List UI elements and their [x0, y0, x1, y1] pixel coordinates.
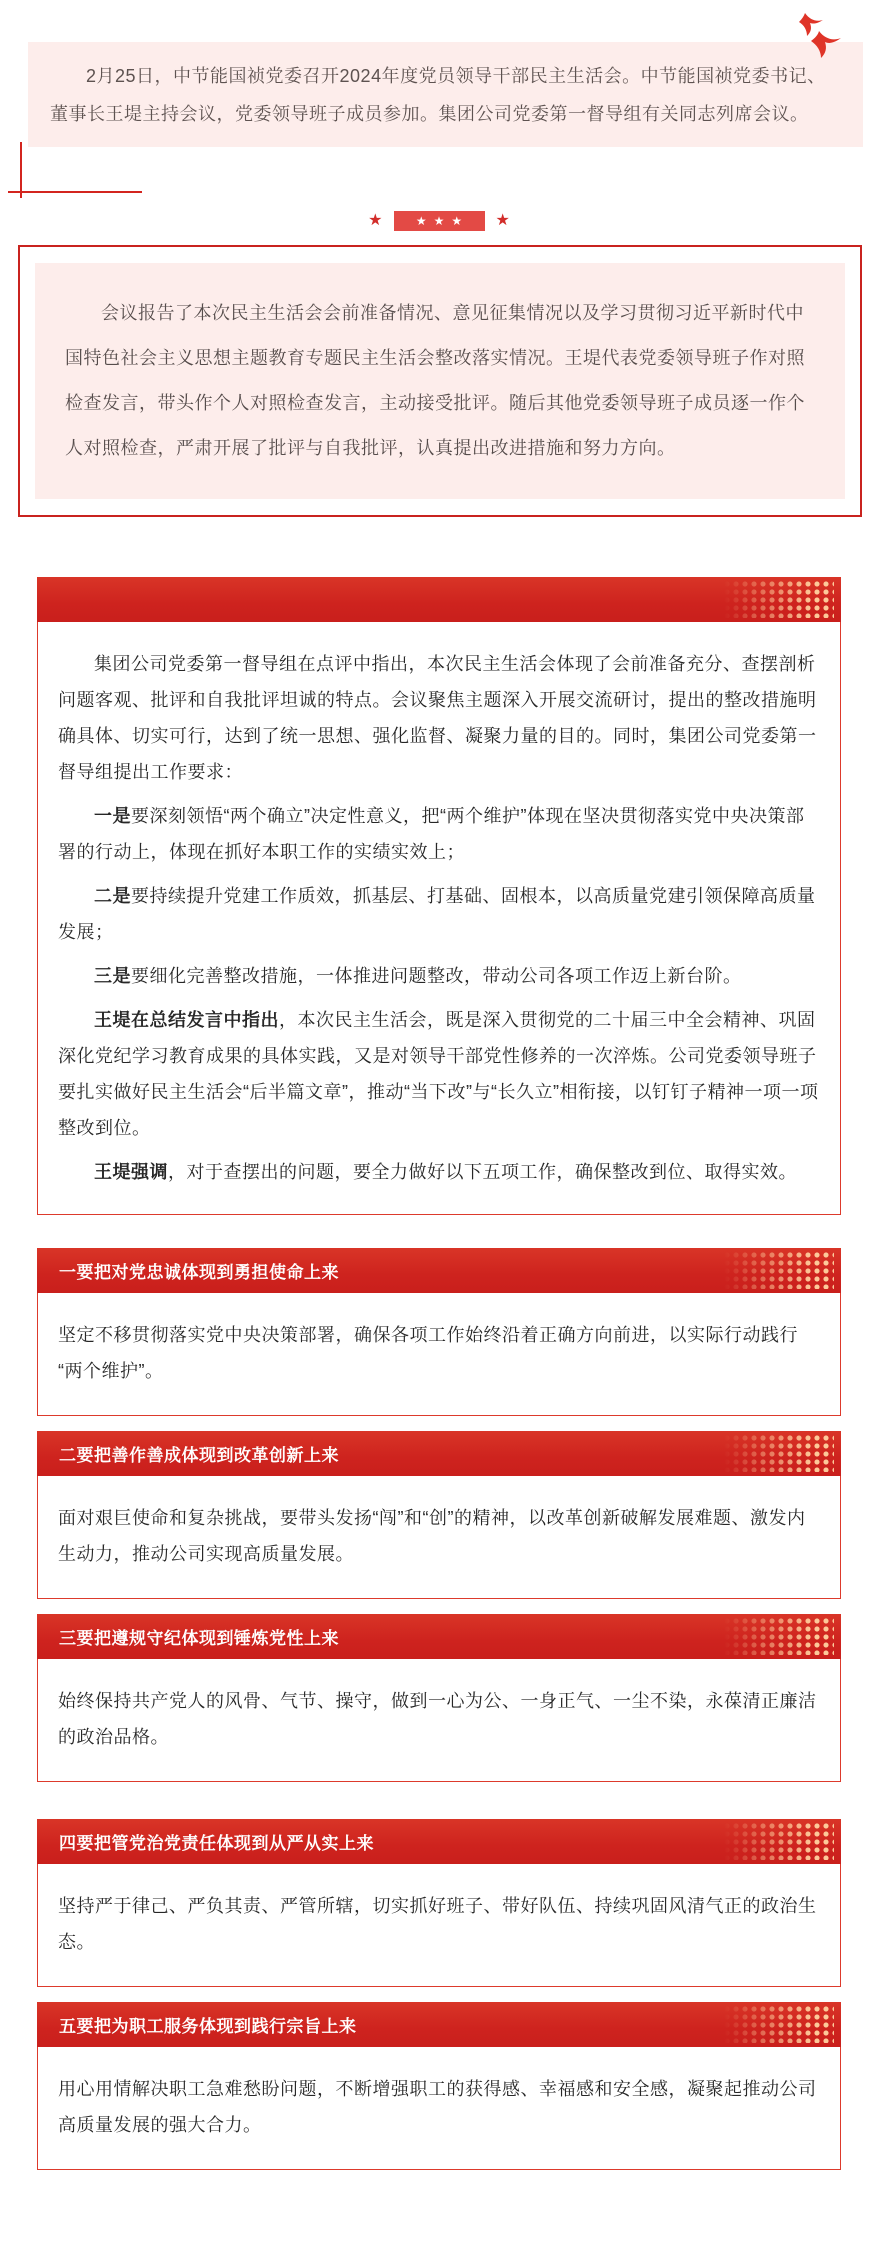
section-title: 三要把遵规守纪体现到锤炼党性上来: [59, 1629, 339, 1648]
section-title: 一要把对党忠诚体现到勇担使命上来: [59, 1263, 339, 1282]
section-box-2: [37, 1431, 841, 1599]
dots-pattern-icon: [724, 1823, 834, 1860]
section-body: 始终保持共产党人的风骨、气节、操守，做到一心为公、一身正气、一尘不染，永葆清正廉洁的政治品格。: [37, 1659, 841, 1782]
section-title-band: [37, 2002, 841, 2047]
section-box-5: [37, 2002, 841, 2170]
section-title-band: [37, 1248, 841, 1293]
article-page: [0, 42, 878, 2264]
stars-divider: [0, 211, 878, 231]
dots-pattern-icon: [724, 1618, 834, 1655]
corner-line-vertical: [20, 142, 22, 198]
star-right-icon: ★: [495, 212, 510, 229]
section-body: 坚持严于律己、严负其责、严管所辖，切实抓好班子、带好队伍、持续巩固风清气正的政治生态。: [37, 1864, 841, 1987]
paragraph-lead: 一是: [94, 806, 131, 826]
report-box: [18, 245, 862, 517]
paragraph-text: 要深刻领悟“两个确立”决定性意义，把“两个维护”体现在坚决贯彻落实党中央决策部署的行动上，体现在抓好本职工作的实绩实效上；: [58, 806, 805, 862]
article-paragraph: [58, 798, 820, 870]
section-box-1: [37, 1248, 841, 1416]
article-paragraph: [58, 1154, 820, 1190]
section-title: 五要把为职工服务体现到践行宗旨上来: [59, 2017, 357, 2036]
intro-text: 2月25日，中节能国祯党委召开2024年度党员领导干部民主生活会。中节能国祯党委书记、董事长王堤主持会议，党委领导班子成员参加。集团公司党委第一督导组有关同志列席会议。: [28, 42, 863, 147]
dots-pattern-icon: [724, 2006, 834, 2043]
paragraph-lead: 王堤强调: [94, 1162, 168, 1182]
paragraph-text: 要持续提升党建工作质效，抓基层、打基础、固根本，以高质量党建引领保障高质量发展；: [58, 886, 816, 942]
birds-icon: [783, 11, 845, 63]
paragraph-text: 要细化完善整改措施，一体推进问题整改，带动公司各项工作迈上新台阶。: [131, 966, 742, 986]
paragraph-text: ，对于查摆出的问题，要全力做好以下五项工作，确保整改到位、取得实效。: [168, 1162, 797, 1182]
section-body: 坚定不移贯彻落实党中央决策部署，确保各项工作始终沿着正确方向前进，以实际行动践行“两个维护”。: [37, 1293, 841, 1416]
report-text: 会议报告了本次民主生活会会前准备情况、意见征集情况以及学习贯彻习近平新时代中国特色社会主义思想主题教育专题民主生活会整改落实情况。王堤代表党委领导班子作对照检查发言，带头作个人对照检查发言，主动接受批评。随后其他党委领导班子成员逐一作个人对照检查，严肃开展了批评与自我批评，认真提出改进措施和努力方向。: [35, 263, 845, 499]
paragraph-lead: 三是: [94, 966, 131, 986]
main-article-box: [37, 577, 841, 1215]
dots-pattern-icon: [724, 1252, 834, 1289]
dots-pattern-icon: [724, 1435, 834, 1472]
section-title: 二要把善作善成体现到改革创新上来: [59, 1446, 339, 1465]
article-body: [37, 622, 841, 1215]
corner-line-horizontal: [8, 191, 142, 193]
section-title-band: [37, 1614, 841, 1659]
stars-badge: ★★★: [394, 211, 485, 231]
paragraph-lead: 王堤在总结发言中指出: [94, 1010, 279, 1030]
article-paragraph: [58, 1002, 820, 1146]
article-paragraph: [58, 958, 820, 994]
section-box-4: [37, 1819, 841, 1987]
article-header-band: [37, 577, 841, 622]
section-title: 四要把管党治党责任体现到从严从实上来: [59, 1834, 374, 1853]
dots-pattern-icon: [724, 581, 834, 618]
intro-section: [28, 42, 863, 147]
section-box-3: [37, 1614, 841, 1782]
paragraph-text: ，本次民主生活会，既是深入贯彻党的二十届三中全会精神、巩固深化党纪学习教育成果的具体实践，又是对领导干部党性修养的一次淬炼。公司党委领导班子要扎实做好民主生活会“后半篇文章”，推动“当下改”与“长久立”相衔接，以钉钉子精神一项一项整改到位。: [58, 1010, 819, 1138]
section-title-band: [37, 1431, 841, 1476]
article-paragraph: [58, 646, 820, 790]
article-paragraph: [58, 878, 820, 950]
section-body: 面对艰巨使命和复杂挑战，要带头发扬“闯”和“创”的精神，以改革创新破解发展难题、激发内生动力，推动公司实现高质量发展。: [37, 1476, 841, 1599]
paragraph-text: 集团公司党委第一督导组在点评中指出，本次民主生活会体现了会前准备充分、查摆剖析问题客观、批评和自我批评坦诚的特点。会议聚焦主题深入开展交流研讨，提出的整改措施明确具体、切实可行，达到了统一思想、强化监督、凝聚力量的目的。同时，集团公司党委第一督导组提出工作要求：: [58, 654, 817, 782]
section-body: 用心用情解决职工急难愁盼问题，不断增强职工的获得感、幸福感和安全感，凝聚起推动公司高质量发展的强大合力。: [37, 2047, 841, 2170]
star-left-icon: ★: [368, 212, 383, 229]
paragraph-lead: 二是: [94, 886, 131, 906]
section-title-band: [37, 1819, 841, 1864]
